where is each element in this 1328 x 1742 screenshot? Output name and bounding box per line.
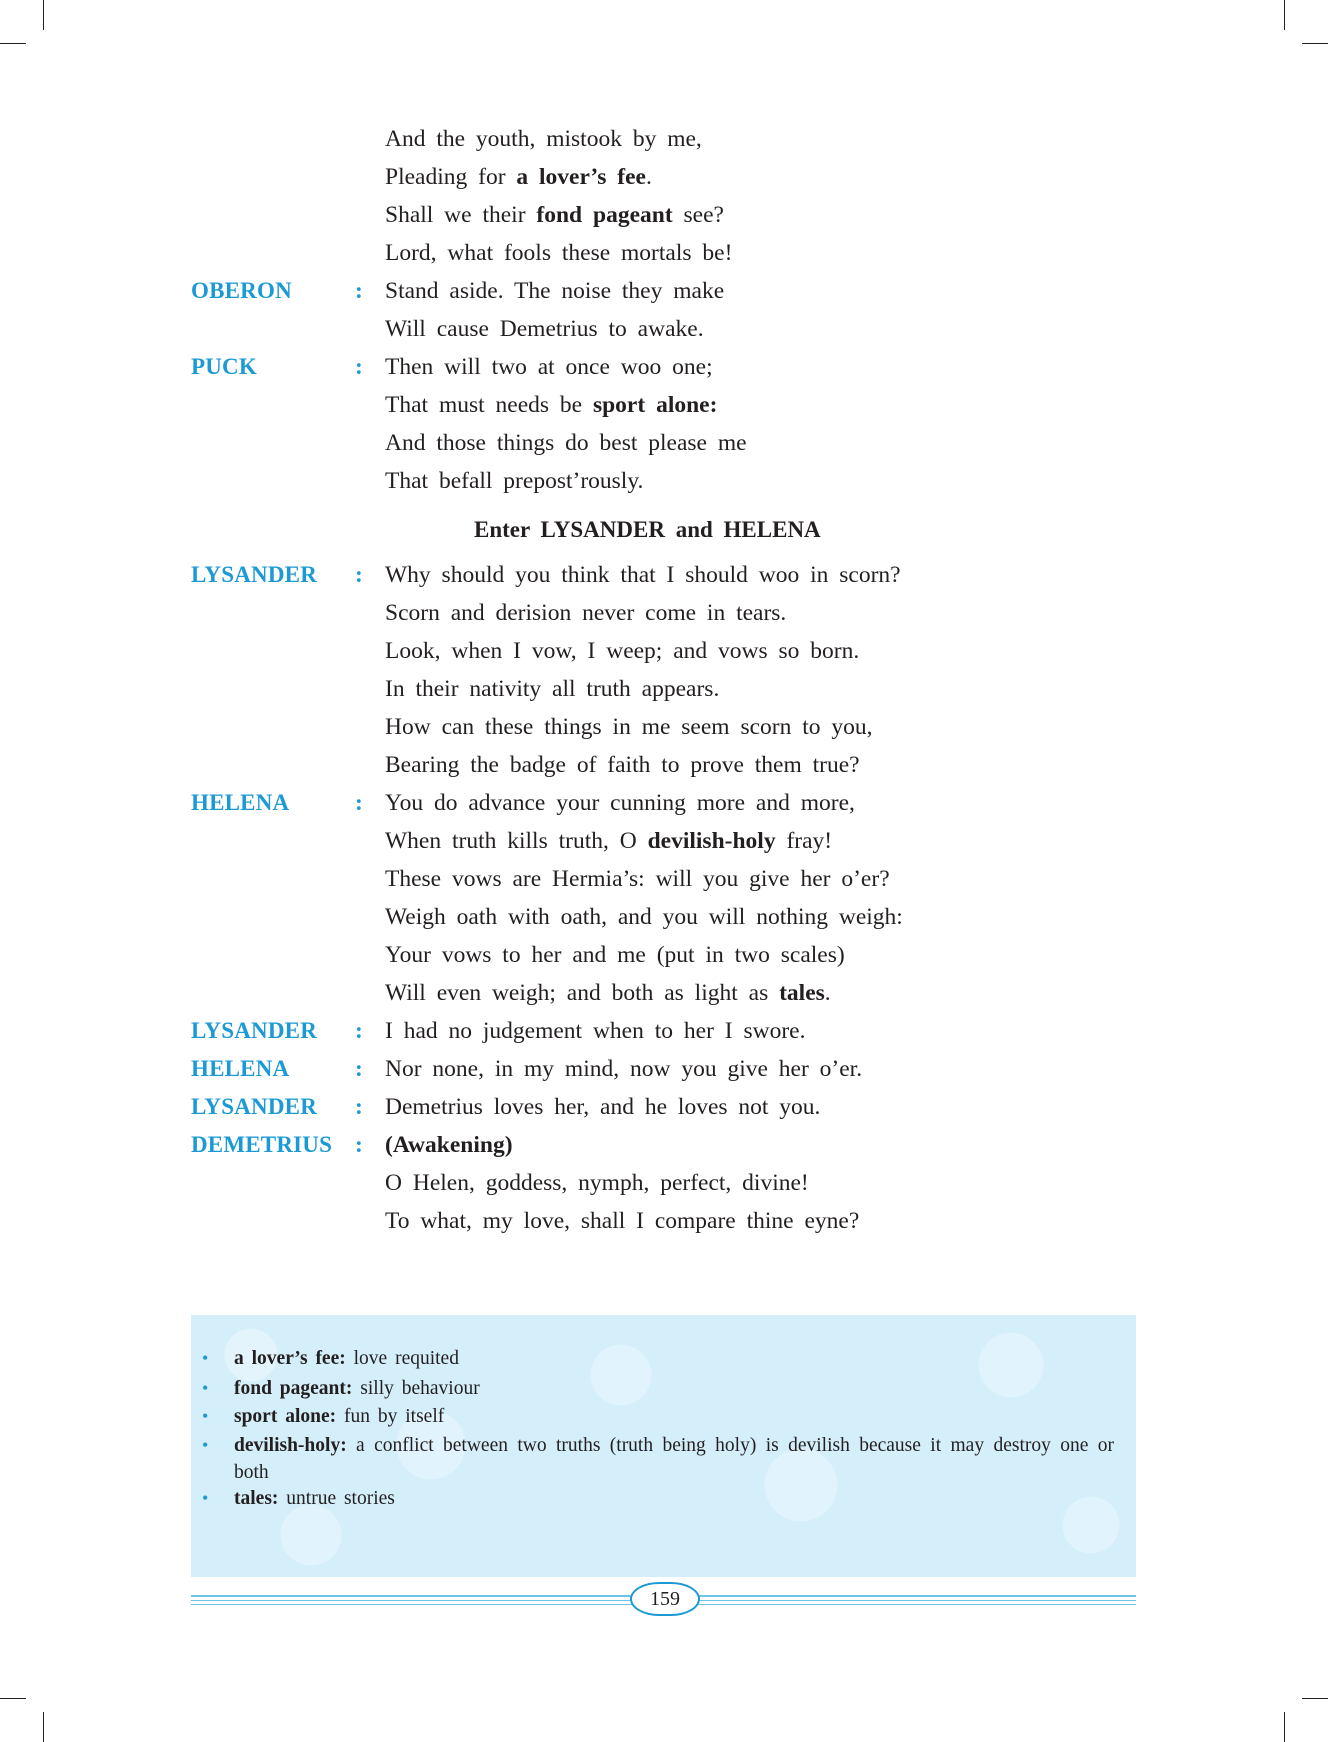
dialogue-text — [385, 1202, 859, 1240]
dialogue-segment: When truth kills truth, O — [385, 828, 648, 854]
dialogue-text — [385, 158, 652, 196]
dialogue-text — [385, 898, 903, 936]
crop-mark — [0, 1698, 26, 1699]
dialogue-text — [385, 822, 832, 860]
crop-mark — [1302, 1698, 1328, 1699]
crop-mark — [1284, 1712, 1285, 1742]
script-line — [0, 120, 1328, 158]
dialogue-text — [385, 936, 845, 974]
bullet-icon: • — [202, 1406, 209, 1426]
script-line — [0, 974, 1328, 1012]
dialogue-text — [385, 556, 901, 594]
dialogue-text — [385, 310, 704, 348]
crop-mark — [43, 0, 44, 30]
speaker-colon: : — [355, 790, 363, 816]
dialogue-segment: Scorn and derision never come in tears. — [385, 600, 787, 626]
dialogue-text — [385, 196, 724, 234]
speaker-colon: : — [355, 1056, 363, 1082]
dialogue-segment: . — [646, 164, 652, 190]
script-line — [0, 822, 1328, 860]
dialogue-segment: Then will two at once woo one; — [385, 354, 713, 380]
speaker-colon: : — [355, 354, 363, 380]
script-line — [0, 860, 1328, 898]
speaker-colon: : — [355, 1094, 363, 1120]
dialogue-segment: In their nativity all truth appears. — [385, 676, 720, 702]
glossary-definition: fun by itself — [336, 1406, 445, 1427]
dialogue-segment: Why should you think that I should woo in scorn? — [385, 562, 901, 588]
dialogue-text — [385, 386, 717, 424]
dialogue-segment: You do advance your cunning more and more, — [385, 790, 855, 816]
speaker-name: LYSANDER — [191, 562, 318, 587]
dialogue-segment: And the youth, mistook by me, — [385, 126, 702, 152]
dialogue-text — [385, 272, 724, 310]
dialogue-text — [385, 784, 855, 822]
script-line — [0, 1088, 1328, 1126]
glossary-definition: silly behaviour — [352, 1378, 480, 1399]
glossed-term: (Awakening) — [385, 1132, 513, 1158]
speaker-name: HELENA — [191, 790, 290, 815]
script-line — [0, 1202, 1328, 1240]
glossary-term: tales: — [234, 1488, 279, 1509]
page-number: 159 — [630, 1582, 700, 1616]
glossed-term: devilish-holy — [647, 828, 776, 854]
stage-direction — [0, 500, 1328, 556]
script-line — [0, 310, 1328, 348]
glossary-entry — [234, 1375, 1114, 1402]
glossary-definition: love requited — [345, 1348, 459, 1369]
dialogue-segment: Look, when I vow, I weep; and vows so born. — [385, 638, 860, 664]
glossed-term: sport alone: — [592, 392, 718, 418]
glossary-definition: a conflict between two truths (truth being holy) is devilish because it may destroy one or both — [234, 1435, 1114, 1483]
glossary-entry — [234, 1345, 1114, 1372]
speaker-colon: : — [355, 562, 363, 588]
script-line — [0, 272, 1328, 310]
dialogue-segment: How can these things in me seem scorn to you, — [385, 714, 873, 740]
glossary-term: fond pageant: — [234, 1378, 353, 1399]
dialogue-segment: Will cause Demetrius to awake. — [385, 316, 704, 342]
speaker-colon: : — [355, 1018, 363, 1044]
crop-mark — [0, 43, 26, 44]
script-line — [0, 348, 1328, 386]
script-line — [0, 594, 1328, 632]
dialogue-text — [385, 974, 831, 1012]
glossary-box — [191, 1315, 1136, 1577]
dialogue-segment: These vows are Hermia’s: will you give her o’er? — [385, 866, 890, 892]
dialogue-segment: That befall prepost’rously. — [385, 468, 644, 494]
speaker-colon: : — [355, 1132, 363, 1158]
dialogue-text — [385, 670, 719, 708]
dialogue-segment: Demetrius loves her, and he loves not you. — [385, 1094, 821, 1120]
dialogue-text — [385, 462, 643, 500]
script-line — [0, 556, 1328, 594]
dialogue-segment: Stand aside. The noise they make — [385, 278, 725, 304]
crop-mark — [1284, 0, 1285, 30]
speaker-name: DEMETRIUS — [191, 1132, 333, 1157]
dialogue-segment: Weigh oath with oath, and you will nothing weigh: — [385, 904, 903, 930]
dialogue-segment: And those things do best please me — [385, 430, 747, 456]
dialogue-text — [385, 708, 873, 746]
dialogue-segment: That must needs be — [385, 392, 593, 418]
dialogue-segment: Pleading for — [385, 164, 517, 190]
glossary-entry — [234, 1403, 1114, 1430]
dialogue-text — [385, 1126, 513, 1164]
dialogue-segment: . — [824, 980, 831, 1006]
dialogue-text — [385, 860, 890, 898]
bullet-icon: • — [202, 1348, 209, 1368]
bullet-icon: • — [202, 1488, 209, 1508]
script-line — [0, 1050, 1328, 1088]
script-line — [0, 158, 1328, 196]
script-line — [0, 936, 1328, 974]
script-line — [0, 670, 1328, 708]
dialogue-text — [385, 1050, 862, 1088]
dialogue-text — [385, 594, 786, 632]
speaker-name: OBERON — [191, 278, 292, 303]
bullet-icon: • — [202, 1378, 209, 1398]
dialogue-segment: O Helen, goddess, nymph, perfect, divine! — [385, 1170, 809, 1196]
speaker-name: LYSANDER — [191, 1094, 318, 1119]
crop-mark — [43, 1712, 44, 1742]
bullet-icon: • — [202, 1435, 209, 1455]
script-line — [0, 708, 1328, 746]
dialogue-text — [385, 632, 859, 670]
dialogue-segment: see? — [672, 202, 724, 228]
dialogue-segment: Bearing the badge of faith to prove them true? — [385, 752, 860, 778]
dialogue-segment: Nor none, in my mind, now you give her o’er. — [385, 1056, 863, 1082]
dialogue-segment: Lord, what fools these mortals be! — [385, 240, 733, 266]
script-line — [0, 746, 1328, 784]
glossary-term: sport alone: — [234, 1406, 337, 1427]
script-line — [0, 1126, 1328, 1164]
dialogue-text — [385, 348, 713, 386]
dialogue-segment: Your vows to her and me (put in two scales) — [385, 942, 845, 968]
script-line — [0, 784, 1328, 822]
dialogue-text — [385, 120, 702, 158]
script-line — [0, 632, 1328, 670]
script-line — [0, 462, 1328, 500]
script-line — [0, 234, 1328, 272]
script-line — [0, 424, 1328, 462]
crop-mark — [1302, 43, 1328, 44]
glossary-definition: untrue stories — [278, 1488, 395, 1509]
dialogue-text — [385, 1164, 809, 1202]
script-line — [0, 898, 1328, 936]
glossed-term: tales — [779, 980, 825, 1006]
speaker-name: LYSANDER — [191, 1018, 318, 1043]
dialogue-segment: I had no judgement when to her I swore. — [385, 1018, 806, 1044]
glossary-entry — [234, 1485, 1114, 1512]
play-script — [0, 120, 1328, 1240]
speaker-name: PUCK — [191, 354, 257, 379]
dialogue-text — [385, 234, 732, 272]
script-line — [0, 386, 1328, 424]
dialogue-text — [385, 1012, 805, 1050]
dialogue-segment: fray! — [775, 828, 833, 854]
script-line — [0, 1012, 1328, 1050]
glossed-term: a lover’s fee — [516, 164, 646, 190]
glossary-entry — [234, 1432, 1114, 1486]
script-line — [0, 196, 1328, 234]
dialogue-text — [385, 1088, 820, 1126]
script-line — [0, 1164, 1328, 1202]
speaker-name: HELENA — [191, 1056, 290, 1081]
stage-direction-text: Enter LYSANDER and HELENA — [474, 517, 821, 542]
dialogue-segment: Will even weigh; and both as light as — [385, 980, 780, 1006]
dialogue-segment: To what, my love, shall I compare thine eyne? — [385, 1208, 860, 1234]
glossary-term: a lover’s fee: — [234, 1348, 346, 1369]
glossary-term: devilish-holy: — [234, 1435, 347, 1456]
dialogue-text — [385, 424, 747, 462]
glossed-term: fond pageant — [536, 202, 673, 228]
dialogue-text — [385, 746, 860, 784]
speaker-colon: : — [355, 278, 363, 304]
dialogue-segment: Shall we their — [385, 202, 537, 228]
